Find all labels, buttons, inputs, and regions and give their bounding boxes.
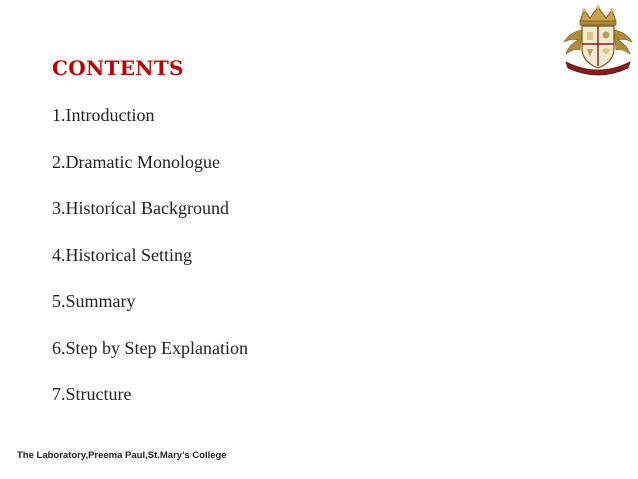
contents-item-historical-setting: 4.Historical Setting [52,244,192,265]
contents-item-step-by-step: 6.Step by Step Explanation [52,337,248,358]
crown-icon [580,5,616,25]
college-crest-icon [558,2,638,80]
contents-item-historical-background: 3.Historical Background [52,198,229,218]
contents-item-dramatic-monologue: 2.Dramatic Monologue [52,151,220,172]
slide-footer: The Laboratory,Preema Paul,St.Mary’s College [17,450,227,461]
slide-title: CONTENTS [52,56,184,80]
contents-list [52,104,248,430]
contents-item-structure: 7.Structure [52,384,132,404]
shield-icon [582,26,614,68]
contents-item-introduction: 1.Introduction [52,105,155,125]
contents-item-summary: 5.Summary [52,291,136,311]
